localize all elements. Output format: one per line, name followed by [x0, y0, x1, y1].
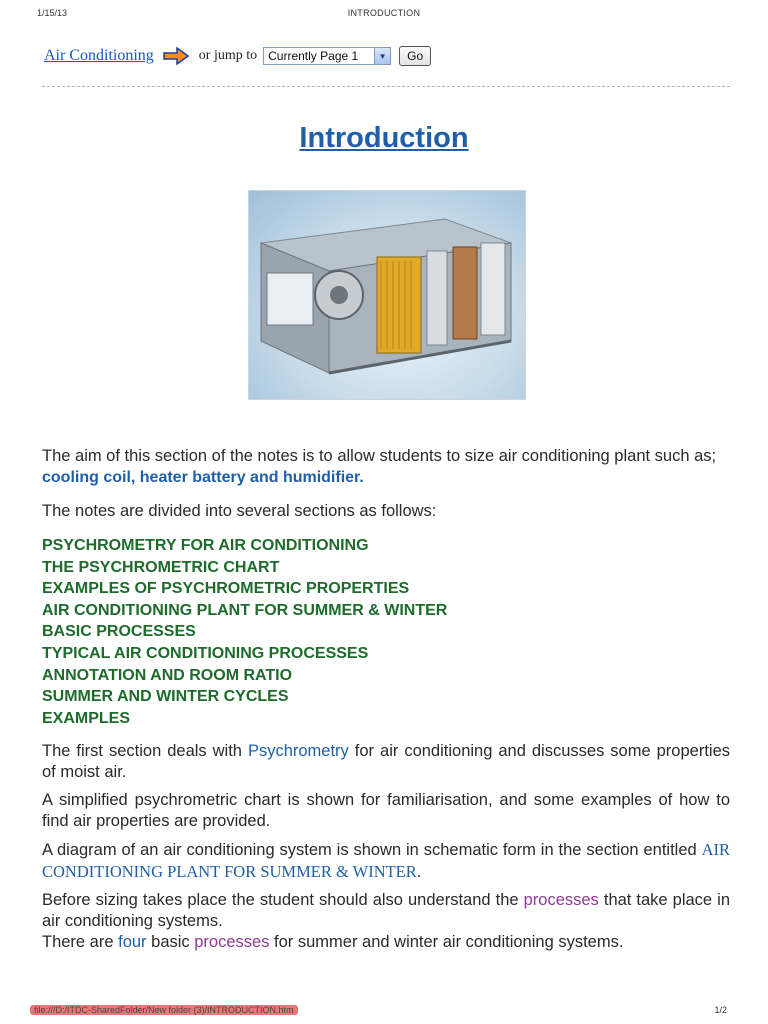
page-select[interactable] [263, 47, 391, 65]
section-psychrometry[interactable]: PSYCHROMETRY FOR AIR CONDITIONING [42, 537, 369, 554]
page-number: 1/2 [714, 1005, 727, 1015]
section-annotation-room-ratio[interactable]: ANNOTATION AND ROOM RATIO [42, 666, 293, 684]
four-link[interactable]: four [118, 933, 147, 952]
processes-paragraph [42, 890, 730, 932]
section-summer-winter-cycles[interactable]: SUMMER AND WINTER CYCLES [42, 688, 289, 706]
page-select-value: Currently Page 1 [268, 49, 359, 63]
plant-items: cooling coil, heater battery and humidifier. [42, 469, 364, 486]
file-path: file:///D:/ITDC-SharedFolder/New folder (3)/INTRODUCTION.htm [30, 1005, 298, 1015]
psychrometry-link[interactable]: Psychrometry [247, 742, 349, 761]
psychrometry-paragraph [42, 741, 730, 783]
diagram-paragraph [42, 839, 730, 883]
text: for air conditioning and discusses some properties of moist air. [42, 742, 730, 782]
print-title: INTRODUCTION [347, 8, 421, 18]
text: . [416, 863, 422, 882]
jump-label: or jump to [198, 48, 258, 63]
section-psychrometric-chart[interactable]: THE PSYCHROMETRIC CHART [42, 558, 280, 576]
four-processes-paragraph [42, 932, 730, 953]
text: Before sizing takes place the student should also understand the [42, 891, 524, 910]
print-date: 1/15/13 [37, 8, 68, 18]
print-header [0, 8, 768, 22]
chart-paragraph: A simplified psychrometric chart is shown for familiarisation, and some examples of how to find air properties are provided. [42, 791, 730, 831]
text: A diagram of an air conditioning system is shown in schematic form in the section entitled [42, 841, 702, 860]
text: that take place in air conditioning systems. [42, 891, 730, 931]
intro-paragraph: The aim of this section of the notes is to allow students to size air conditioning plant such as; [42, 447, 717, 465]
air-conditioning-link[interactable]: Air Conditioning [44, 47, 154, 64]
text: There are [42, 933, 119, 952]
air-handling-unit-photo [248, 190, 526, 400]
processes-link[interactable]: processes [523, 891, 599, 910]
divider [42, 86, 730, 87]
nav-row [44, 44, 431, 68]
section-basic-processes[interactable]: BASIC PROCESSES [42, 623, 196, 641]
section-examples[interactable]: EXAMPLES [42, 709, 131, 727]
section-examples-properties[interactable]: EXAMPLES OF PSYCHROMETRIC PROPERTIES [42, 580, 410, 598]
right-arrow-icon[interactable] [163, 47, 189, 65]
content [42, 446, 730, 953]
go-button[interactable]: Go [399, 46, 431, 66]
plant-section-link[interactable]: AIR CONDITIONING PLANT FOR SUMMER & WINTER [42, 840, 730, 882]
text: The first section deals with [42, 742, 248, 761]
text: for summer and winter air conditioning systems. [269, 933, 624, 952]
print-footer [0, 1005, 768, 1019]
section-list [42, 535, 730, 729]
sections-intro: The notes are divided into several sections as follows: [42, 502, 437, 520]
section-plant-summer-winter[interactable]: AIR CONDITIONING PLANT FOR SUMMER & WINTER [42, 601, 448, 619]
text: basic [146, 933, 195, 952]
section-typical-processes[interactable]: TYPICAL AIR CONDITIONING PROCESSES [42, 644, 369, 662]
page-title: Introduction [299, 122, 469, 154]
chevron-down-icon[interactable]: ▼ [374, 48, 390, 64]
processes-link-2[interactable]: processes [194, 933, 270, 952]
